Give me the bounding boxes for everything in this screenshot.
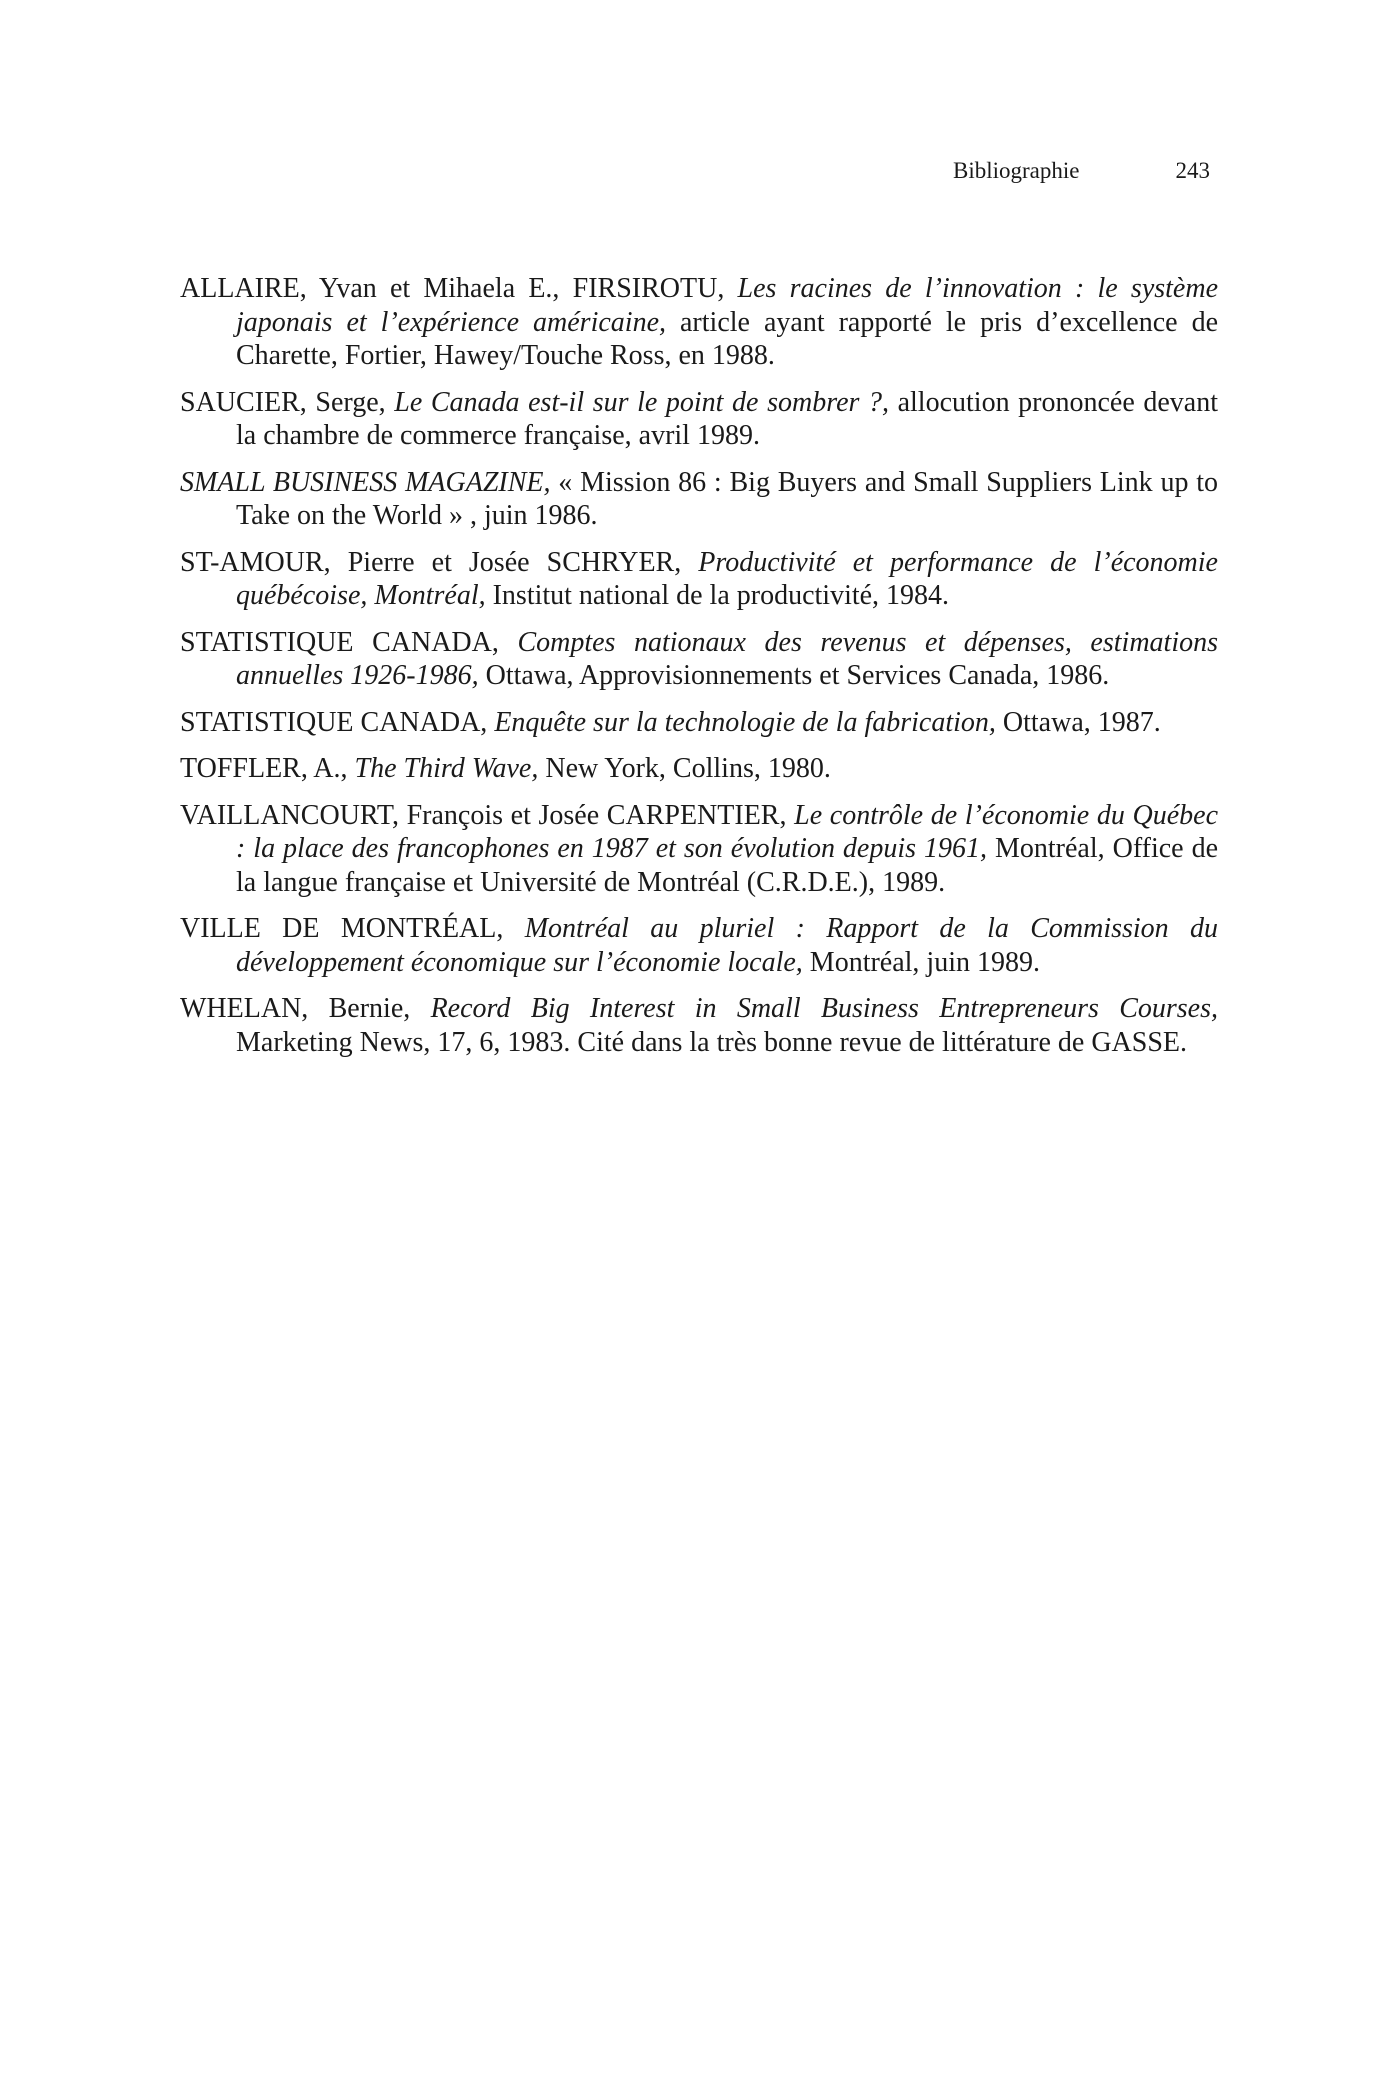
entry-title: Montréal au pluriel : Rapport de la Commission du développement économique sur l’économie locale, (236, 913, 1218, 978)
entry-details: allocution prononcée devant la chambre de commerce française, avril 1989. (236, 386, 1219, 451)
entry-title: Productivité et performance de l’économie québécoise, Montréal, (236, 546, 1218, 611)
bibliography-entry (180, 626, 1218, 693)
entry-title: Record Big Interest in Small Business Entrepreneurs Courses, (430, 993, 1219, 1024)
entry-title: Enquête sur la technologie de la fabrication, (494, 706, 996, 738)
entry-authors: SAUCIER, Serge, (180, 386, 395, 418)
entry-details: New York, Collins, 1980. (538, 753, 831, 784)
entry-authors: STATISTIQUE CANADA, (180, 706, 495, 738)
entry-authors: ALLAIRE, Yvan et Mihaela E., FIRSIROTU, (180, 273, 738, 304)
page-number: 243 (1175, 158, 1210, 183)
bibliography-entry (180, 992, 1218, 1059)
entry-title: The Third Wave, (354, 753, 539, 784)
entry-details: Marketing News, 17, 6, 1983. Cité dans la très bonne revue de littérature de GASSE. (236, 1026, 1188, 1058)
entry-details: « Mission 86 : Big Buyers and Small Suppliers Link up to Take on the World » , juin 1986. (236, 466, 1219, 531)
entry-details: Institut national de la productivité, 1984. (485, 580, 950, 611)
bibliography-entry (180, 706, 1218, 740)
entry-authors: TOFFLER, A., (180, 753, 355, 784)
entry-title: Les racines de l’innovation : le système japonais et l’expérience américaine, (236, 273, 1218, 338)
entry-authors: WHELAN, Bernie, (180, 993, 431, 1024)
entry-details: Montréal, Office de la langue française et Université de Montréal (C.R.D.E.), 1989. (236, 833, 1218, 898)
entry-authors: VILLE DE MONTRÉAL, (180, 913, 525, 944)
entry-authors: STATISTIQUE CANADA, (180, 626, 518, 658)
bibliography-entry (180, 272, 1218, 373)
entry-authors: VAILLANCOURT, François et Josée CARPENTIER, (180, 799, 795, 831)
bibliography-entry (180, 386, 1218, 453)
bibliography-entry (180, 546, 1218, 613)
bibliography-list (180, 272, 1218, 1072)
entry-details: Ottawa, 1987. (995, 706, 1161, 738)
entry-details: Ottawa, Approvisionnements et Services Canada, 1986. (478, 660, 1110, 691)
entry-details: Montréal, juin 1989. (802, 946, 1040, 978)
entry-details: article ayant rapporté le pris d’excellence de Charette, Fortier, Hawey/Touche Ross, en 1988. (236, 306, 1219, 371)
bibliography-entry (180, 752, 1218, 786)
bibliography-entry (180, 799, 1218, 900)
entry-authors: ST-AMOUR, Pierre et Josée SCHRYER, (180, 546, 699, 578)
section-title: Bibliographie (953, 158, 1080, 183)
running-header (953, 158, 1210, 184)
entry-title: Le Canada est-il sur le point de sombrer ?, (394, 386, 889, 418)
bibliography-entry (180, 466, 1218, 533)
bibliography-entry (180, 912, 1218, 979)
entry-title: SMALL BUSINESS MAGAZINE, (180, 466, 551, 498)
entry-title: Comptes nationaux des revenus et dépenses, estimations annuelles 1926-1986, (236, 626, 1218, 691)
entry-title: Le contrôle de l’économie du Québec : la place des francophones en 1987 et son évolution depuis 1961, (236, 799, 1218, 864)
